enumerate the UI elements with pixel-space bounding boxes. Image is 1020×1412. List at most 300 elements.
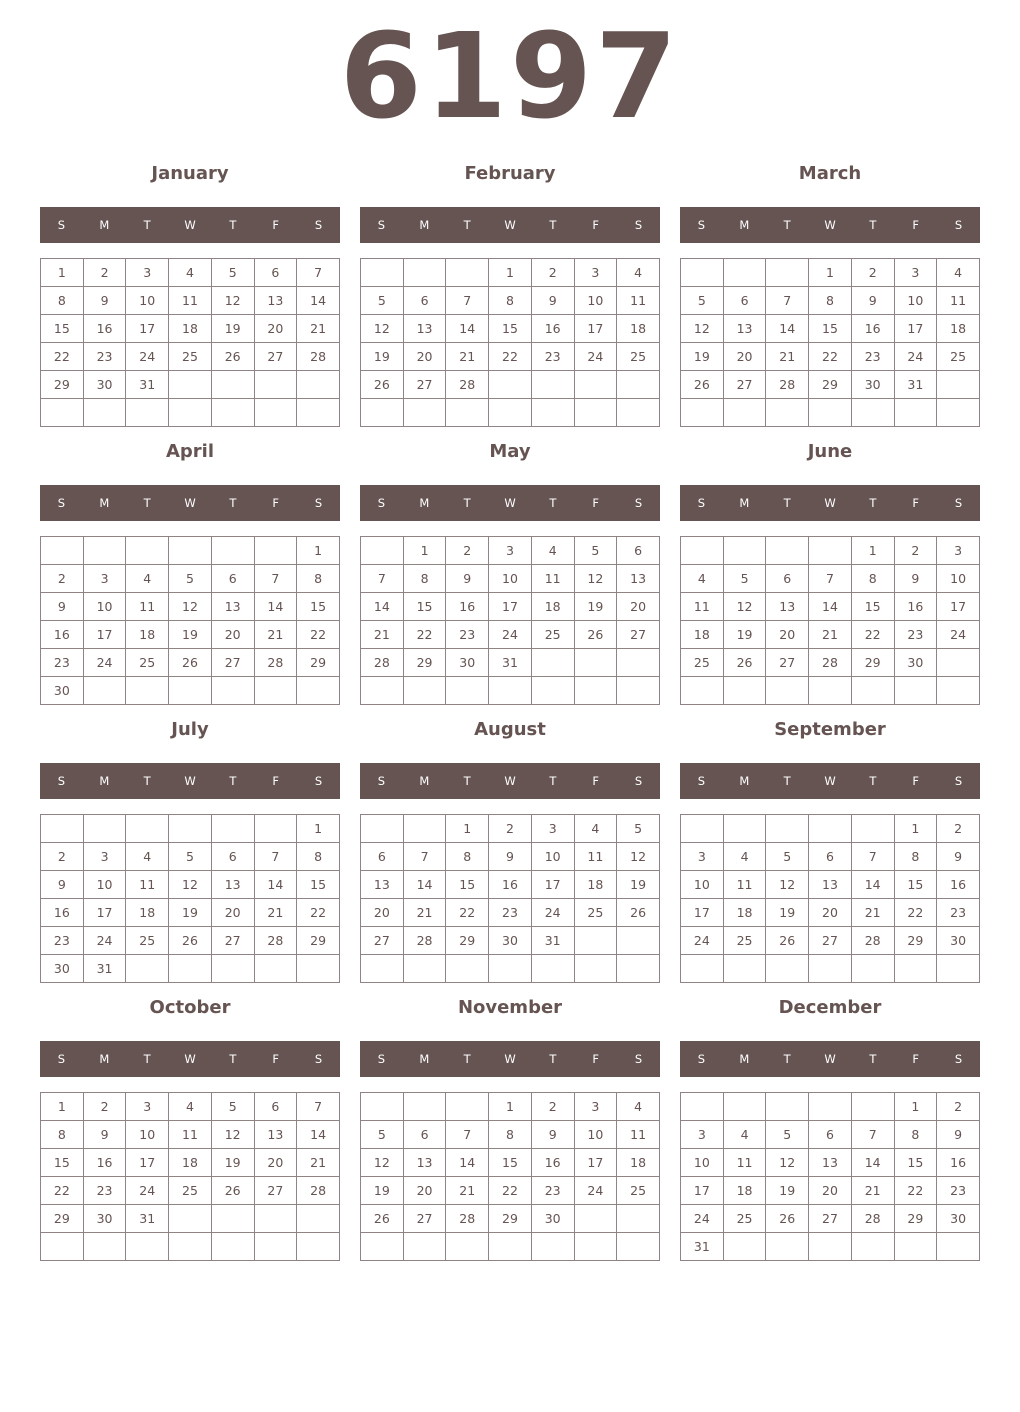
day-cell: 3	[937, 537, 980, 565]
day-cell: 31	[126, 1205, 169, 1233]
day-cell: 13	[211, 593, 254, 621]
day-cell: 17	[681, 1177, 724, 1205]
weekday-label: F	[272, 774, 280, 788]
weekday-label: T	[229, 218, 237, 232]
empty-day-cell	[169, 955, 212, 983]
empty-day-cell	[126, 815, 169, 843]
weekday-label: F	[272, 496, 280, 510]
day-cell: 24	[681, 1205, 724, 1233]
day-cell: 28	[403, 927, 446, 955]
weekday-header	[680, 485, 980, 521]
empty-day-cell	[617, 955, 660, 983]
day-cell: 25	[937, 343, 980, 371]
day-cell: 10	[83, 871, 126, 899]
empty-day-cell	[297, 371, 340, 399]
week-row	[361, 259, 660, 287]
day-cell: 23	[83, 1177, 126, 1205]
weekday-header	[40, 207, 340, 243]
day-cell: 23	[446, 621, 489, 649]
day-cell: 9	[83, 1121, 126, 1149]
empty-day-cell	[809, 1233, 852, 1261]
day-cell: 4	[937, 259, 980, 287]
day-cell: 1	[41, 1093, 84, 1121]
weekday-label: S	[954, 774, 963, 788]
week-row	[681, 1121, 980, 1149]
weekday-label: S	[57, 218, 66, 232]
empty-day-cell	[617, 927, 660, 955]
empty-day-cell	[681, 955, 724, 983]
day-cell: 17	[937, 593, 980, 621]
day-cell: 12	[681, 315, 724, 343]
weekday-label: S	[634, 496, 643, 510]
weekday-label: T	[549, 496, 557, 510]
month-name: July	[171, 719, 209, 740]
empty-day-cell	[211, 677, 254, 705]
week-row	[361, 343, 660, 371]
day-cell: 26	[617, 899, 660, 927]
day-cell: 15	[489, 1149, 532, 1177]
day-cell: 22	[489, 1177, 532, 1205]
day-cell: 28	[254, 927, 297, 955]
day-cell: 5	[681, 287, 724, 315]
day-cell: 11	[169, 1121, 212, 1149]
week-row	[41, 1177, 340, 1205]
day-cell: 6	[809, 843, 852, 871]
day-cell: 25	[723, 927, 766, 955]
day-cell: 10	[574, 287, 617, 315]
empty-day-cell	[403, 677, 446, 705]
day-cell: 9	[937, 843, 980, 871]
empty-day-cell	[531, 649, 574, 677]
day-cell: 27	[361, 927, 404, 955]
empty-day-cell	[489, 955, 532, 983]
day-cell: 5	[169, 843, 212, 871]
week-row	[681, 287, 980, 315]
empty-day-cell	[126, 677, 169, 705]
empty-day-cell	[83, 537, 126, 565]
week-row	[361, 1177, 660, 1205]
empty-day-cell	[851, 677, 894, 705]
empty-day-cell	[41, 537, 84, 565]
day-grid	[680, 258, 980, 427]
weekday-label: S	[697, 774, 706, 788]
day-cell: 23	[489, 899, 532, 927]
weekday-label: S	[314, 774, 323, 788]
day-cell: 26	[211, 1177, 254, 1205]
day-cell: 2	[531, 259, 574, 287]
week-row	[361, 1121, 660, 1149]
week-row	[361, 1233, 660, 1261]
day-cell: 3	[126, 259, 169, 287]
weekday-label: S	[954, 1052, 963, 1066]
empty-day-cell	[809, 399, 852, 427]
day-cell: 8	[894, 843, 937, 871]
empty-day-cell	[254, 1205, 297, 1233]
empty-day-cell	[531, 955, 574, 983]
day-cell: 11	[617, 287, 660, 315]
weekday-header	[360, 485, 660, 521]
day-cell: 23	[531, 1177, 574, 1205]
empty-day-cell	[446, 955, 489, 983]
day-cell: 10	[531, 843, 574, 871]
day-cell: 31	[83, 955, 126, 983]
weekday-label: S	[954, 218, 963, 232]
empty-day-cell	[211, 815, 254, 843]
empty-day-cell	[489, 1233, 532, 1261]
day-cell: 20	[617, 593, 660, 621]
day-cell: 26	[766, 927, 809, 955]
day-cell: 2	[937, 1093, 980, 1121]
day-cell: 24	[681, 927, 724, 955]
day-cell: 31	[894, 371, 937, 399]
day-cell: 1	[489, 1093, 532, 1121]
day-cell: 24	[83, 927, 126, 955]
day-cell: 29	[809, 371, 852, 399]
day-cell: 4	[617, 1093, 660, 1121]
day-cell: 18	[126, 899, 169, 927]
day-cell: 2	[894, 537, 937, 565]
day-cell: 5	[361, 1121, 404, 1149]
day-cell: 15	[446, 871, 489, 899]
empty-day-cell	[254, 677, 297, 705]
week-row	[41, 927, 340, 955]
day-cell: 19	[681, 343, 724, 371]
day-cell: 29	[446, 927, 489, 955]
empty-day-cell	[361, 537, 404, 565]
empty-day-cell	[297, 677, 340, 705]
day-cell: 11	[169, 287, 212, 315]
weekday-label: W	[824, 1052, 836, 1066]
day-cell: 15	[403, 593, 446, 621]
empty-day-cell	[574, 1205, 617, 1233]
day-cell: 20	[766, 621, 809, 649]
day-cell: 1	[41, 259, 84, 287]
day-cell: 6	[211, 565, 254, 593]
day-cell: 5	[574, 537, 617, 565]
weekday-label: T	[463, 1052, 471, 1066]
weekday-label: F	[912, 774, 920, 788]
day-cell: 19	[169, 621, 212, 649]
day-cell: 1	[446, 815, 489, 843]
week-row	[681, 955, 980, 983]
day-cell: 1	[489, 259, 532, 287]
day-cell: 17	[894, 315, 937, 343]
day-cell: 14	[446, 315, 489, 343]
day-cell: 4	[531, 537, 574, 565]
empty-day-cell	[894, 1233, 937, 1261]
day-cell: 9	[851, 287, 894, 315]
week-row	[681, 399, 980, 427]
day-cell: 21	[403, 899, 446, 927]
day-cell: 27	[403, 1205, 446, 1233]
week-row	[41, 537, 340, 565]
day-cell: 30	[894, 649, 937, 677]
day-cell: 29	[41, 1205, 84, 1233]
empty-day-cell	[531, 1233, 574, 1261]
week-row	[41, 315, 340, 343]
day-cell: 30	[937, 1205, 980, 1233]
empty-day-cell	[361, 955, 404, 983]
day-cell: 16	[41, 899, 84, 927]
week-row	[361, 565, 660, 593]
day-grid	[360, 1092, 660, 1261]
week-row	[681, 871, 980, 899]
empty-day-cell	[211, 399, 254, 427]
day-cell: 15	[41, 315, 84, 343]
day-cell: 10	[681, 1149, 724, 1177]
day-cell: 18	[574, 871, 617, 899]
day-cell: 7	[254, 565, 297, 593]
empty-day-cell	[254, 399, 297, 427]
weekday-label: M	[739, 774, 750, 788]
empty-day-cell	[723, 537, 766, 565]
week-row	[681, 537, 980, 565]
empty-day-cell	[211, 1205, 254, 1233]
empty-day-cell	[489, 399, 532, 427]
day-cell: 25	[169, 1177, 212, 1205]
week-row	[361, 815, 660, 843]
weekday-label: T	[463, 774, 471, 788]
day-cell: 2	[41, 565, 84, 593]
week-row	[681, 843, 980, 871]
month-name: October	[149, 997, 231, 1018]
day-cell: 26	[681, 371, 724, 399]
week-row	[681, 815, 980, 843]
day-cell: 25	[723, 1205, 766, 1233]
weekday-header	[680, 763, 980, 799]
empty-day-cell	[937, 955, 980, 983]
week-row	[41, 371, 340, 399]
weekday-label: W	[184, 496, 196, 510]
week-row	[41, 1149, 340, 1177]
empty-day-cell	[851, 399, 894, 427]
day-cell: 22	[403, 621, 446, 649]
empty-day-cell	[723, 677, 766, 705]
day-cell: 15	[297, 593, 340, 621]
weekday-header	[40, 763, 340, 799]
day-cell: 31	[126, 371, 169, 399]
day-cell: 21	[809, 621, 852, 649]
day-cell: 10	[126, 1121, 169, 1149]
day-cell: 29	[894, 1205, 937, 1233]
day-cell: 8	[894, 1121, 937, 1149]
day-cell: 30	[83, 371, 126, 399]
week-row	[361, 399, 660, 427]
weekday-label: W	[504, 774, 516, 788]
week-row	[681, 1233, 980, 1261]
empty-day-cell	[766, 537, 809, 565]
day-cell: 16	[937, 1149, 980, 1177]
day-cell: 27	[723, 371, 766, 399]
empty-day-cell	[83, 1233, 126, 1261]
day-cell: 14	[446, 1149, 489, 1177]
weekday-label: M	[99, 218, 110, 232]
day-cell: 3	[574, 1093, 617, 1121]
day-cell: 16	[937, 871, 980, 899]
weekday-header	[40, 485, 340, 521]
empty-day-cell	[361, 259, 404, 287]
day-cell: 23	[83, 343, 126, 371]
empty-day-cell	[41, 815, 84, 843]
empty-day-cell	[574, 677, 617, 705]
empty-day-cell	[361, 1233, 404, 1261]
day-cell: 14	[851, 1149, 894, 1177]
week-row	[361, 927, 660, 955]
week-row	[681, 593, 980, 621]
year-title: 6197	[339, 7, 681, 145]
weekday-label: M	[739, 218, 750, 232]
weekday-label: T	[229, 774, 237, 788]
empty-day-cell	[809, 537, 852, 565]
day-cell: 19	[211, 1149, 254, 1177]
day-cell: 1	[851, 537, 894, 565]
day-cell: 18	[937, 315, 980, 343]
day-cell: 22	[41, 343, 84, 371]
day-cell: 12	[766, 1149, 809, 1177]
day-cell: 12	[723, 593, 766, 621]
empty-day-cell	[169, 399, 212, 427]
day-cell: 6	[809, 1121, 852, 1149]
week-row	[681, 1149, 980, 1177]
week-row	[681, 677, 980, 705]
day-cell: 26	[169, 927, 212, 955]
empty-day-cell	[126, 1233, 169, 1261]
day-cell: 6	[723, 287, 766, 315]
day-cell: 30	[41, 677, 84, 705]
day-cell: 31	[489, 649, 532, 677]
day-cell: 3	[531, 815, 574, 843]
weekday-label: W	[504, 1052, 516, 1066]
weekday-label: M	[99, 774, 110, 788]
weekday-label: M	[419, 774, 430, 788]
empty-day-cell	[681, 399, 724, 427]
day-cell: 22	[489, 343, 532, 371]
empty-day-cell	[574, 371, 617, 399]
day-cell: 27	[617, 621, 660, 649]
day-cell: 12	[169, 593, 212, 621]
week-row	[681, 343, 980, 371]
weekday-label: S	[697, 218, 706, 232]
day-cell: 8	[851, 565, 894, 593]
day-cell: 9	[937, 1121, 980, 1149]
day-cell: 12	[361, 1149, 404, 1177]
day-cell: 15	[809, 315, 852, 343]
day-cell: 7	[446, 1121, 489, 1149]
day-cell: 13	[809, 871, 852, 899]
day-cell: 11	[574, 843, 617, 871]
empty-day-cell	[169, 815, 212, 843]
day-cell: 24	[126, 1177, 169, 1205]
empty-day-cell	[169, 371, 212, 399]
weekday-label: F	[592, 1052, 600, 1066]
day-cell: 13	[766, 593, 809, 621]
day-cell: 26	[574, 621, 617, 649]
week-row	[41, 815, 340, 843]
week-row	[681, 565, 980, 593]
day-cell: 5	[211, 1093, 254, 1121]
weekday-label: F	[272, 218, 280, 232]
week-row	[41, 871, 340, 899]
empty-day-cell	[723, 399, 766, 427]
empty-day-cell	[681, 1093, 724, 1121]
empty-day-cell	[403, 399, 446, 427]
week-row	[361, 899, 660, 927]
day-cell: 19	[723, 621, 766, 649]
week-row	[41, 1233, 340, 1261]
month-name: June	[807, 441, 853, 462]
weekday-label: S	[314, 1052, 323, 1066]
empty-day-cell	[809, 955, 852, 983]
day-cell: 7	[446, 287, 489, 315]
weekday-label: S	[57, 496, 66, 510]
week-row	[41, 1121, 340, 1149]
day-cell: 19	[617, 871, 660, 899]
day-cell: 2	[83, 259, 126, 287]
empty-day-cell	[83, 677, 126, 705]
week-row	[41, 843, 340, 871]
day-cell: 15	[41, 1149, 84, 1177]
day-cell: 24	[894, 343, 937, 371]
day-cell: 20	[403, 343, 446, 371]
day-cell: 8	[297, 565, 340, 593]
month-name: November	[457, 997, 563, 1018]
day-cell: 7	[851, 1121, 894, 1149]
weekday-label: T	[783, 496, 791, 510]
day-cell: 1	[894, 1093, 937, 1121]
week-row	[681, 649, 980, 677]
day-cell: 16	[894, 593, 937, 621]
day-cell: 21	[446, 343, 489, 371]
empty-day-cell	[403, 955, 446, 983]
day-cell: 1	[894, 815, 937, 843]
day-cell: 12	[211, 1121, 254, 1149]
day-cell: 17	[126, 315, 169, 343]
empty-day-cell	[361, 815, 404, 843]
weekday-header	[360, 1041, 660, 1077]
empty-day-cell	[83, 399, 126, 427]
day-cell: 24	[574, 343, 617, 371]
day-cell: 16	[531, 1149, 574, 1177]
day-cell: 8	[446, 843, 489, 871]
weekday-label: M	[419, 1052, 430, 1066]
weekday-label: W	[184, 1052, 196, 1066]
weekday-label: T	[783, 218, 791, 232]
day-cell: 3	[681, 843, 724, 871]
month-name: January	[151, 163, 229, 184]
week-row	[681, 927, 980, 955]
day-cell: 2	[851, 259, 894, 287]
day-cell: 16	[446, 593, 489, 621]
day-cell: 8	[489, 287, 532, 315]
empty-day-cell	[361, 1093, 404, 1121]
day-cell: 7	[254, 843, 297, 871]
empty-day-cell	[83, 815, 126, 843]
day-cell: 20	[211, 899, 254, 927]
day-cell: 30	[446, 649, 489, 677]
weekday-label: W	[824, 218, 836, 232]
weekday-label: T	[549, 218, 557, 232]
day-cell: 18	[126, 621, 169, 649]
day-cell: 25	[617, 1177, 660, 1205]
weekday-label: T	[549, 1052, 557, 1066]
empty-day-cell	[403, 1233, 446, 1261]
weekday-label: M	[739, 496, 750, 510]
weekday-label: S	[634, 218, 643, 232]
day-cell: 14	[851, 871, 894, 899]
empty-day-cell	[126, 537, 169, 565]
day-cell: 2	[446, 537, 489, 565]
day-cell: 11	[617, 1121, 660, 1149]
